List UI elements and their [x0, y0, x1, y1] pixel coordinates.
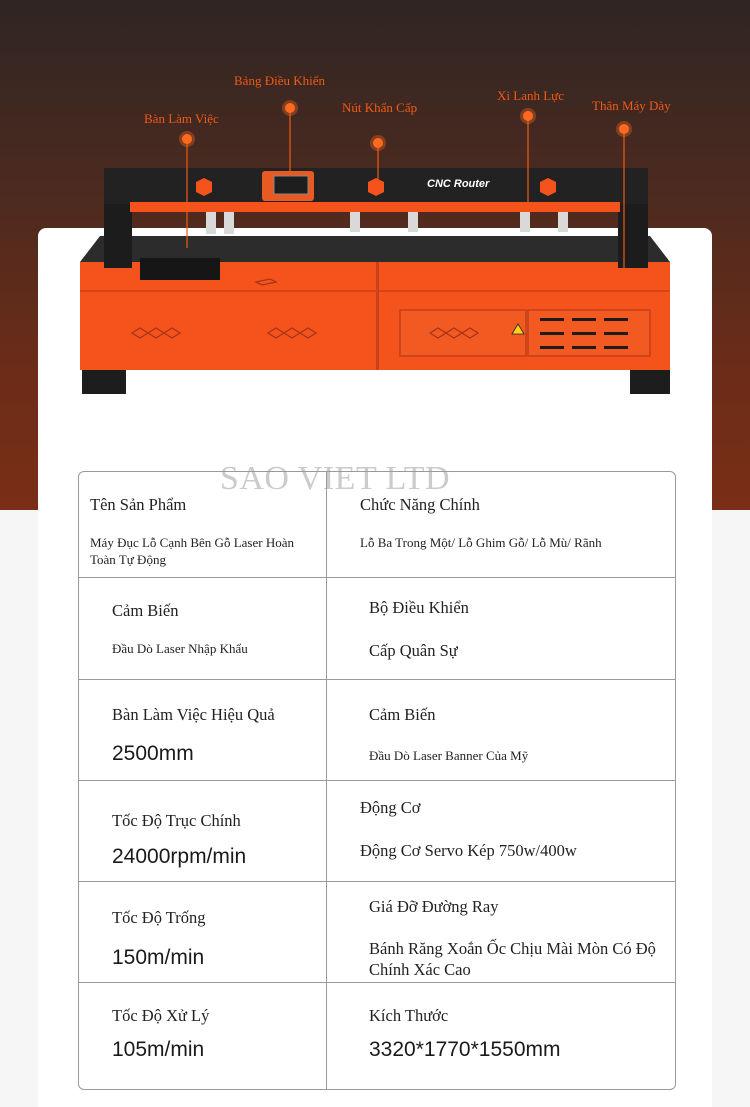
- spec-value: Đầu Dò Laser Banner Của Mỹ: [369, 748, 529, 763]
- spec-value: Đầu Dò Laser Nhập Khẩu: [112, 641, 248, 656]
- table-row: [79, 882, 675, 983]
- spec-label: Giá Đỡ Đường Ray: [369, 897, 499, 916]
- callout-power-cylinder: Xi Lanh Lực: [497, 88, 564, 103]
- spindles: [206, 212, 568, 234]
- table-row: [79, 578, 675, 680]
- spec-label: Bàn Làm Việc Hiệu Quả: [112, 705, 275, 724]
- spec-value: 3320*1770*1550mm: [369, 1038, 561, 1061]
- spec-label: Động Cơ: [360, 798, 421, 817]
- table-row: [79, 472, 675, 578]
- spec-label: Kích Thước: [369, 1006, 449, 1025]
- spec-value: 2500mm: [112, 742, 194, 765]
- watermark: SAO VIET LTD: [219, 460, 451, 497]
- spec-value: Bánh Răng Xoắn Ốc Chịu Mài Mòn Có Độ Chính Xác Cao: [369, 939, 656, 979]
- control-panel-screen: [274, 176, 308, 194]
- machine-illustration: [0, 0, 750, 400]
- spec-value: 150m/min: [112, 946, 205, 969]
- callout-dot-work-table: [182, 134, 192, 144]
- callout-dot-power-cylinder: [523, 111, 533, 121]
- spec-label: Tốc Độ Xử Lý: [112, 1006, 210, 1025]
- spec-label: Tên Sản Phẩm: [90, 495, 187, 514]
- machine-foot-right: [630, 368, 670, 394]
- spec-label: Tốc Độ Trống: [112, 908, 206, 927]
- spec-label: Cảm Biến: [369, 705, 436, 724]
- table-row: [79, 983, 675, 1090]
- spec-value: Lỗ Ba Trong Một/ Lỗ Ghim Gỗ/ Lỗ Mù/ Rãnh: [360, 535, 602, 550]
- spec-label: Chức Năng Chính: [360, 495, 480, 514]
- table-row: [79, 680, 675, 781]
- callout-control-panel: Bảng Điều Khiển: [234, 73, 325, 88]
- spec-label: Cảm Biến: [112, 601, 179, 620]
- spec-value: 105m/min: [112, 1038, 205, 1061]
- spec-value: 24000rpm/min: [112, 845, 247, 868]
- spec-table: [78, 471, 676, 1090]
- machine-foot-left: [82, 368, 126, 394]
- table-row: [79, 781, 675, 882]
- gantry-rail: [130, 202, 620, 212]
- spec-label: Bộ Điều Khiển: [369, 598, 469, 617]
- spec-label: Tốc Độ Trục Chính: [112, 811, 241, 830]
- spec-value: Động Cơ Servo Kép 750w/400w: [360, 841, 577, 860]
- spec-value: Cấp Quân Sự: [369, 641, 458, 660]
- callout-dot-control-panel: [285, 103, 295, 113]
- work-table-clamp: [140, 258, 220, 280]
- spec-value: Máy Đục Lỗ Cạnh Bên Gỗ Laser Hoàn Toàn Tự Động: [90, 535, 294, 567]
- callout-work-table: Bàn Làm Việc: [144, 111, 219, 126]
- callout-dot-thick-body: [619, 124, 629, 134]
- callout-emergency-stop: Nút Khẩn Cấp: [342, 100, 418, 115]
- machine-brand-label: CNC Router: [427, 178, 490, 190]
- callout-dot-emergency-stop: [373, 138, 383, 148]
- callout-thick-body: Thân Máy Dày: [592, 98, 671, 113]
